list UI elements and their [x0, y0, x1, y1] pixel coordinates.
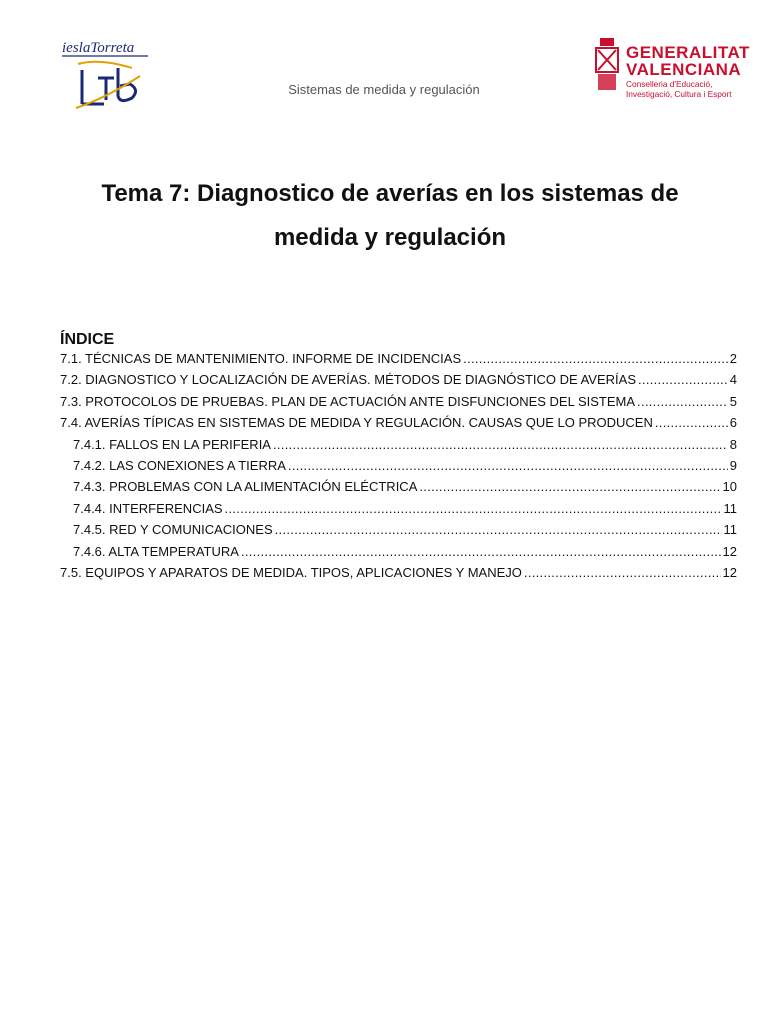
toc-leader-dots	[463, 351, 728, 366]
index-heading: ÍNDICE	[60, 331, 115, 348]
toc-entry[interactable]	[60, 351, 737, 372]
document-title: Tema 7: Diagnostico de averías en los sistemas de medida y regulación	[101, 180, 679, 251]
toc-entry-label: 7.5. EQUIPOS Y APARATOS DE MEDIDA. TIPOS, APLICACIONES Y MANEJO	[60, 564, 522, 580]
toc-entry[interactable]	[60, 479, 737, 500]
toc-entry[interactable]	[60, 394, 737, 415]
toc-entry-label: 7.3. PROTOCOLOS DE PRUEBAS. PLAN DE ACTUACIÓN ANTE DISFUNCIONES DEL SISTEMA	[60, 393, 636, 409]
toc-leader-dots	[225, 501, 722, 516]
toc-entry[interactable]	[60, 544, 737, 565]
running-header-title: Sistemas de medida y regulación	[288, 82, 480, 97]
toc-leader-dots	[241, 544, 721, 559]
toc-leader-dots	[638, 372, 728, 387]
toc-entry-page: 8	[729, 436, 737, 452]
toc-entry-label: 7.4. AVERÍAS TÍPICAS EN SISTEMAS DE MEDIDA Y REGULACIÓN. CAUSAS QUE LO PRODUCEN	[60, 415, 653, 431]
toc-leader-dots	[273, 437, 728, 452]
toc-leader-dots	[275, 522, 722, 537]
toc-entry-label: 7.2. DIAGNOSTICO Y LOCALIZACIÓN DE AVERÍAS. MÉTODOS DE DIAGNÓSTICO DE AVERÍAS	[60, 372, 636, 388]
toc-entry-label: 7.4.5. RED Y COMUNICACIONES	[73, 522, 273, 538]
toc-leader-dots	[419, 479, 720, 494]
toc-entry-page: 4	[729, 372, 737, 388]
toc-entry-page: 12	[722, 543, 737, 559]
toc-entry[interactable]	[60, 372, 737, 393]
toc-entry-label: 7.4.2. LAS CONEXIONES A TIERRA	[73, 457, 286, 473]
toc-entry[interactable]	[60, 522, 737, 543]
toc-leader-dots	[288, 458, 728, 473]
toc-entry-page: 10	[722, 479, 737, 495]
toc-entry-label: 7.4.6. ALTA TEMPERATURA	[73, 543, 239, 559]
toc-entry-page: 6	[729, 415, 737, 431]
toc-entry[interactable]	[60, 501, 737, 522]
toc-entry-page: 2	[729, 351, 737, 366]
toc-entry-label: 7.4.4. INTERFERENCIAS	[73, 500, 223, 516]
toc-entry-label: 7.4.3. PROBLEMAS CON LA ALIMENTACIÓN ELÉCTRICA	[73, 479, 418, 495]
toc-entry[interactable]	[60, 437, 737, 458]
generalitat-title: GENERALITAT VALENCIANA	[626, 43, 750, 79]
toc-entry-label: 7.4.1. FALLOS EN LA PERIFERIA	[73, 436, 271, 452]
toc-leader-dots	[655, 415, 728, 430]
ies-la-torreta-logo	[60, 38, 152, 110]
toc-leader-dots	[637, 394, 728, 409]
logo-script-text: ieslaTorreta	[62, 40, 135, 56]
conselleria-subtitle: Conselleria d'Educació, Investigació, Cultura i Esport	[626, 79, 732, 99]
toc-entry-page: 12	[722, 564, 737, 580]
toc-entry[interactable]	[60, 565, 737, 586]
toc-entry[interactable]	[60, 415, 737, 436]
toc-entry-label: 7.1. TÉCNICAS DE MANTENIMIENTO. INFORME DE INCIDENCIAS	[60, 351, 462, 366]
toc-entry-page: 9	[729, 457, 737, 473]
toc-entry-page: 11	[723, 500, 737, 516]
toc-leader-dots	[524, 565, 721, 580]
toc-entry[interactable]	[60, 458, 737, 479]
toc-entry-page: 11	[723, 522, 737, 538]
table-of-contents	[60, 351, 737, 586]
toc-entry-page: 5	[729, 393, 737, 409]
